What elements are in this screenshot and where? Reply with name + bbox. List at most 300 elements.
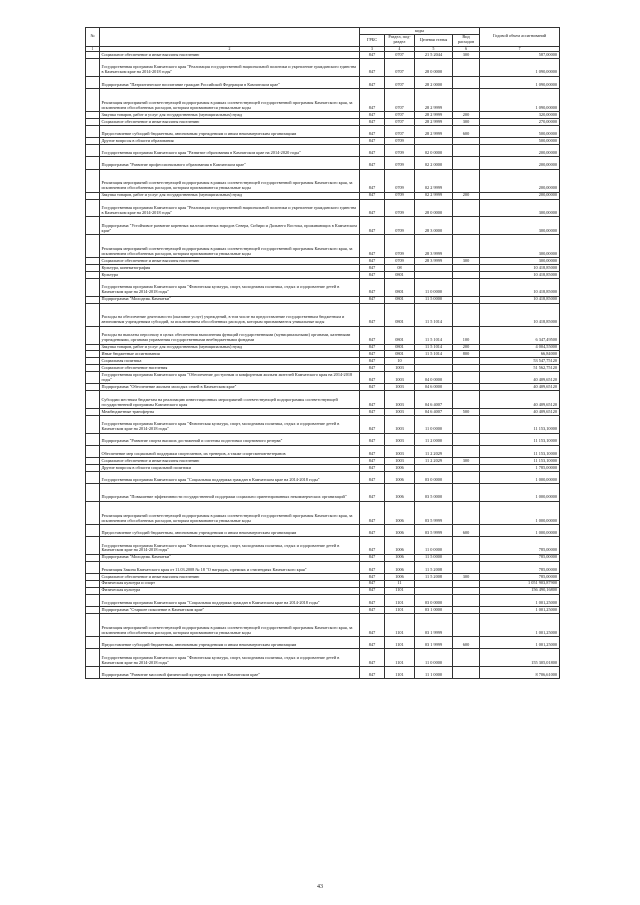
row-exptype: 300 bbox=[453, 458, 480, 465]
row-amount: 300,00000 bbox=[480, 258, 560, 265]
row-grbs: 847 bbox=[360, 351, 385, 358]
row-exptype bbox=[453, 613, 480, 636]
row-number bbox=[86, 365, 100, 372]
row-amount: 1 051 903,87900 bbox=[480, 580, 560, 587]
row-number bbox=[86, 409, 100, 416]
row-target: 11 0 0000 bbox=[415, 649, 453, 667]
row-amount: 500,00000 bbox=[480, 138, 560, 145]
row-amount: 53 547,75120 bbox=[480, 358, 560, 365]
row-number bbox=[86, 326, 100, 344]
row-target: 11 0 0000 bbox=[415, 537, 453, 555]
row-number bbox=[86, 391, 100, 409]
row-grbs: 847 bbox=[360, 59, 385, 77]
row-target: 28 2 9999 bbox=[415, 88, 453, 111]
table-row bbox=[86, 365, 560, 372]
row-name: Социальное обеспечение населения bbox=[100, 365, 360, 372]
row-amount: 1 001,25000 bbox=[480, 637, 560, 649]
row-exptype: 800 bbox=[453, 351, 480, 358]
row-section: 0707 bbox=[385, 88, 415, 111]
row-exptype bbox=[453, 501, 480, 524]
row-exptype bbox=[453, 217, 480, 235]
row-target: 28 0 0000 bbox=[415, 199, 453, 217]
row-exptype bbox=[453, 145, 480, 157]
row-amount: 66,84000 bbox=[480, 351, 560, 358]
header-amount: Годовой объем ассигнований bbox=[480, 28, 560, 47]
row-exptype bbox=[453, 76, 480, 88]
row-section: 1006 bbox=[385, 484, 415, 502]
table-row bbox=[86, 391, 560, 409]
row-target bbox=[415, 272, 453, 279]
row-exptype bbox=[453, 279, 480, 297]
row-target: 28 3 9999 bbox=[415, 235, 453, 258]
row-grbs: 847 bbox=[360, 52, 385, 59]
row-name: Государственная программа Камчатского края "Реализация государственной национальной политики и укрепление гражданского единства в Камчатском крае на 2014-2018 годы" bbox=[100, 199, 360, 217]
row-grbs: 847 bbox=[360, 391, 385, 409]
row-amount: 11 153,10000 bbox=[480, 445, 560, 457]
row-amount: 200,00000 bbox=[480, 145, 560, 157]
row-target: 03 5 9999 bbox=[415, 525, 453, 537]
row-name: Культура bbox=[100, 272, 360, 279]
row-amount: 11 153,10000 bbox=[480, 433, 560, 445]
row-name: Подпрограмма "Молодежь Камчатки" bbox=[100, 554, 360, 561]
row-name: Реализация мероприятий соответствующей подпрограммы в рамках соответствующей государственной программы Камчатского края, за исключением обособленных расходов, которым присваиваются уникальные коды bbox=[100, 613, 360, 636]
row-grbs: 847 bbox=[360, 365, 385, 372]
table-row bbox=[86, 59, 560, 77]
row-amount: 10 418,85000 bbox=[480, 296, 560, 303]
table-row bbox=[86, 561, 560, 573]
table-row bbox=[86, 112, 560, 119]
table-row bbox=[86, 296, 560, 303]
row-number bbox=[86, 471, 100, 483]
row-section: 0709 bbox=[385, 157, 415, 169]
row-name: Реализация мероприятий соответствующей подпрограммы в рамках соответствующей государственной программы Камчатского края, за исключением обособленных расходов, которым присваиваются уникальные коды bbox=[100, 501, 360, 524]
row-number bbox=[86, 199, 100, 217]
row-target: 11 5 0000 bbox=[415, 554, 453, 561]
row-section: 1101 bbox=[385, 607, 415, 614]
row-section: 0801 bbox=[385, 351, 415, 358]
row-amount: 155 305,01800 bbox=[480, 649, 560, 667]
header-row-1 bbox=[86, 28, 560, 35]
row-section: 0801 bbox=[385, 344, 415, 351]
row-target: 02 2 9999 bbox=[415, 192, 453, 199]
row-name: Социальное обеспечение и иные выплаты населению bbox=[100, 458, 360, 465]
row-section: 0707 bbox=[385, 119, 415, 126]
row-number bbox=[86, 458, 100, 465]
row-number bbox=[86, 667, 100, 679]
row-target: 11 1 0000 bbox=[415, 667, 453, 679]
row-name: Расходы на выплаты персоналу в целях обеспечения выполнения функций государственными (муниципальными) органами, казенными учреждениями, органами управления государственными внебюджетными фондами bbox=[100, 326, 360, 344]
row-section: 1003 bbox=[385, 416, 415, 434]
row-exptype: 600 bbox=[453, 637, 480, 649]
row-amount: 156 490,16800 bbox=[480, 587, 560, 594]
row-grbs: 847 bbox=[360, 525, 385, 537]
row-exptype bbox=[453, 587, 480, 594]
row-number bbox=[86, 580, 100, 587]
row-section: 0801 bbox=[385, 279, 415, 297]
table-row bbox=[86, 537, 560, 555]
row-exptype bbox=[453, 471, 480, 483]
row-exptype bbox=[453, 88, 480, 111]
row-grbs: 847 bbox=[360, 607, 385, 614]
row-amount: 1 000,00000 bbox=[480, 501, 560, 524]
row-exptype bbox=[453, 391, 480, 409]
row-target: 03 5 0000 bbox=[415, 484, 453, 502]
row-target bbox=[415, 465, 453, 472]
row-number bbox=[86, 157, 100, 169]
row-exptype bbox=[453, 561, 480, 573]
row-number bbox=[86, 272, 100, 279]
row-name: Государственная программа Камчатского края "Физическая культура, спорт, молодежная политика, отдых и оздоровление детей в Камчатском крае на 2014-2018 годы" bbox=[100, 537, 360, 555]
column-number: 2 bbox=[100, 46, 360, 51]
row-number bbox=[86, 88, 100, 111]
row-exptype bbox=[453, 484, 480, 502]
row-exptype bbox=[453, 465, 480, 472]
row-number bbox=[86, 145, 100, 157]
row-name: Социальное обеспечение и иные выплаты населению bbox=[100, 52, 360, 59]
row-grbs: 847 bbox=[360, 272, 385, 279]
table-row bbox=[86, 76, 560, 88]
row-grbs: 847 bbox=[360, 484, 385, 502]
row-number bbox=[86, 112, 100, 119]
row-number bbox=[86, 607, 100, 614]
row-section: 0801 bbox=[385, 326, 415, 344]
row-target: 11 5 2008 bbox=[415, 561, 453, 573]
table-row bbox=[86, 217, 560, 235]
row-name: Социальное обеспечение и иные выплаты населению bbox=[100, 574, 360, 581]
row-target: 21 5 2044 bbox=[415, 52, 453, 59]
row-name: Реализация мероприятий соответствующей подпрограммы в рамках соответствующей государственной программы Камчатского края, за исключением обособленных расходов, которым присваиваются уникальные коды bbox=[100, 88, 360, 111]
row-amount: 1 090,00000 bbox=[480, 59, 560, 77]
row-grbs: 847 bbox=[360, 344, 385, 351]
table-row bbox=[86, 613, 560, 636]
header-section: Раздел, под- раздел bbox=[385, 34, 415, 46]
row-amount: 200,00000 bbox=[480, 169, 560, 192]
table-row bbox=[86, 433, 560, 445]
row-section: 1003 bbox=[385, 384, 415, 391]
row-grbs: 847 bbox=[360, 471, 385, 483]
row-section: 11 bbox=[385, 580, 415, 587]
row-target: 04 0 0000 bbox=[415, 372, 453, 384]
row-section: 1006 bbox=[385, 537, 415, 555]
row-target: 11 0 0000 bbox=[415, 416, 453, 434]
row-name: Подпрограмма "Повышение эффективности государственной поддержки социально ориентированных некоммерческих организаций" bbox=[100, 484, 360, 502]
row-number bbox=[86, 358, 100, 365]
row-section: 1006 bbox=[385, 574, 415, 581]
row-grbs: 847 bbox=[360, 303, 385, 326]
row-amount: 500,00000 bbox=[480, 126, 560, 138]
row-name: Государственная программа Камчатского края "Социальная поддержка граждан в Камчатском крае на 2014-2018 годы" bbox=[100, 471, 360, 483]
row-target: 11 2 2029 bbox=[415, 458, 453, 465]
row-number bbox=[86, 613, 100, 636]
row-grbs: 847 bbox=[360, 265, 385, 272]
row-name: Государственная программа Камчатского края "Физическая культура, спорт, молодежная политика, отдых и оздоровление детей в Камчатском крае на 2014-2018 годы" bbox=[100, 416, 360, 434]
row-number bbox=[86, 169, 100, 192]
row-grbs: 847 bbox=[360, 235, 385, 258]
row-exptype: 200 bbox=[453, 112, 480, 119]
row-name: Государственная программа Камчатского края "Социальная поддержка граждан в Камчатском крае на 2014-2018 годы" bbox=[100, 594, 360, 606]
row-grbs: 847 bbox=[360, 145, 385, 157]
table-row bbox=[86, 574, 560, 581]
row-number bbox=[86, 501, 100, 524]
row-number bbox=[86, 76, 100, 88]
table-row bbox=[86, 667, 560, 679]
row-amount: 1 001,25000 bbox=[480, 607, 560, 614]
row-number bbox=[86, 525, 100, 537]
row-name: Подпрограмма "Устойчивое развитие коренных малочисленных народов Севера, Сибири и Дальнего Востока, проживающих в Камчатском крае" bbox=[100, 217, 360, 235]
row-section: 0707 bbox=[385, 59, 415, 77]
row-name: Государственная программа Камчатского края "Развитие образования в Камчатском крае на 2014-2020 годы" bbox=[100, 145, 360, 157]
row-name: Подпрограмма "Обеспечение жильем молодых семей в Камчатском крае" bbox=[100, 384, 360, 391]
row-name: Иные бюджетные ассигнования bbox=[100, 351, 360, 358]
row-amount: 8 706,61000 bbox=[480, 667, 560, 679]
row-section: 08 bbox=[385, 265, 415, 272]
row-name: Предоставление субсидий бюджетным, автономным учреждениям и иным некоммерческим организациям bbox=[100, 126, 360, 138]
row-target: 11 5 2008 bbox=[415, 574, 453, 581]
row-name: Подпрограмма "Молодежь Камчатки" bbox=[100, 296, 360, 303]
row-name: Подпрограмма "Старшее поколение в Камчатском крае" bbox=[100, 607, 360, 614]
row-number bbox=[86, 126, 100, 138]
header-codes: коды bbox=[360, 28, 480, 35]
row-name: Государственная программа Камчатского края "Обеспечение доступным и комфортным жильем жителей Камчатского края на 2014-2018 годы" bbox=[100, 372, 360, 384]
row-exptype bbox=[453, 199, 480, 217]
row-target: 11 2 0000 bbox=[415, 433, 453, 445]
table-row bbox=[86, 199, 560, 217]
column-number: 3 bbox=[360, 46, 385, 51]
row-section: 0801 bbox=[385, 296, 415, 303]
row-section: 0709 bbox=[385, 145, 415, 157]
row-grbs: 847 bbox=[360, 649, 385, 667]
row-amount: 11 153,10000 bbox=[480, 458, 560, 465]
row-exptype bbox=[453, 594, 480, 606]
row-section: 1101 bbox=[385, 587, 415, 594]
row-number bbox=[86, 594, 100, 606]
table-row bbox=[86, 554, 560, 561]
row-number bbox=[86, 561, 100, 573]
table-row bbox=[86, 126, 560, 138]
row-grbs: 847 bbox=[360, 119, 385, 126]
row-name: Обеспечение мер социальной поддержки спортсменов, их тренеров, а также спортсменов-ветеранов bbox=[100, 445, 360, 457]
budget-table bbox=[85, 27, 560, 679]
row-name: Физическая культура bbox=[100, 587, 360, 594]
row-grbs: 847 bbox=[360, 326, 385, 344]
table-row bbox=[86, 471, 560, 483]
row-grbs: 847 bbox=[360, 574, 385, 581]
row-section: 0707 bbox=[385, 112, 415, 119]
row-target: 04 6 4007 bbox=[415, 391, 453, 409]
table-row bbox=[86, 138, 560, 145]
column-number: 4 bbox=[385, 46, 415, 51]
row-name: Предоставление субсидий бюджетным, автономным учреждениям и иным некоммерческим организациям bbox=[100, 525, 360, 537]
row-section: 0709 bbox=[385, 217, 415, 235]
row-number bbox=[86, 637, 100, 649]
row-grbs: 847 bbox=[360, 416, 385, 434]
table-row bbox=[86, 458, 560, 465]
row-grbs: 847 bbox=[360, 580, 385, 587]
row-section: 0707 bbox=[385, 52, 415, 59]
table-row bbox=[86, 637, 560, 649]
row-number bbox=[86, 554, 100, 561]
row-section: 1101 bbox=[385, 667, 415, 679]
table-row bbox=[86, 649, 560, 667]
row-section: 10 bbox=[385, 358, 415, 365]
row-section: 1101 bbox=[385, 637, 415, 649]
row-number bbox=[86, 649, 100, 667]
table-row bbox=[86, 192, 560, 199]
row-exptype: 100 bbox=[453, 326, 480, 344]
row-name: Государственная программа Камчатского края "Реализация государственной национальной политики и укрепление гражданского единства в Камчатском крае на 2014-2018 годы" bbox=[100, 59, 360, 77]
row-exptype bbox=[453, 384, 480, 391]
row-target: 03 1 9999 bbox=[415, 613, 453, 636]
table-row bbox=[86, 465, 560, 472]
row-exptype: 300 bbox=[453, 574, 480, 581]
row-name: Закупка товаров, работ и услуг для государственных (муниципальных) нужд bbox=[100, 344, 360, 351]
row-amount: 320,00000 bbox=[480, 112, 560, 119]
table-row bbox=[86, 119, 560, 126]
row-grbs: 847 bbox=[360, 613, 385, 636]
row-exptype bbox=[453, 59, 480, 77]
table-row bbox=[86, 607, 560, 614]
row-amount: 1 001,25000 bbox=[480, 613, 560, 636]
row-exptype: 500 bbox=[453, 409, 480, 416]
table-row bbox=[86, 145, 560, 157]
row-section: 1003 bbox=[385, 391, 415, 409]
row-target: 28 2 9999 bbox=[415, 126, 453, 138]
row-amount: 10 418,85000 bbox=[480, 279, 560, 297]
table-row bbox=[86, 258, 560, 265]
row-number bbox=[86, 384, 100, 391]
row-grbs: 847 bbox=[360, 465, 385, 472]
row-name: Закупка товаров, работ и услуг для государственных (муниципальных) нужд bbox=[100, 112, 360, 119]
table-row bbox=[86, 303, 560, 326]
row-exptype: 300 bbox=[453, 258, 480, 265]
column-number: 1 bbox=[86, 46, 100, 51]
row-section: 1003 bbox=[385, 445, 415, 457]
row-number bbox=[86, 265, 100, 272]
table-row bbox=[86, 384, 560, 391]
row-number bbox=[86, 416, 100, 434]
header-name bbox=[100, 28, 360, 47]
row-grbs: 847 bbox=[360, 112, 385, 119]
row-number bbox=[86, 574, 100, 581]
row-section: 1006 bbox=[385, 471, 415, 483]
row-exptype bbox=[453, 265, 480, 272]
row-number bbox=[86, 235, 100, 258]
row-section: 1006 bbox=[385, 525, 415, 537]
row-target: 28 3 0000 bbox=[415, 217, 453, 235]
row-number bbox=[86, 192, 100, 199]
row-section: 1006 bbox=[385, 561, 415, 573]
row-exptype bbox=[453, 554, 480, 561]
row-exptype: 300 bbox=[453, 52, 480, 59]
row-target bbox=[415, 265, 453, 272]
row-amount: 51 562,75120 bbox=[480, 365, 560, 372]
row-grbs: 847 bbox=[360, 217, 385, 235]
row-grbs: 847 bbox=[360, 372, 385, 384]
row-amount: 1 090,00000 bbox=[480, 88, 560, 111]
row-grbs: 847 bbox=[360, 126, 385, 138]
row-section: 1101 bbox=[385, 613, 415, 636]
row-target: 03 1 0000 bbox=[415, 607, 453, 614]
row-number bbox=[86, 587, 100, 594]
row-name: Социальное обеспечение и иные выплаты населению bbox=[100, 258, 360, 265]
row-section: 1101 bbox=[385, 649, 415, 667]
row-amount: 1 000,00000 bbox=[480, 471, 560, 483]
table-row bbox=[86, 580, 560, 587]
row-grbs: 847 bbox=[360, 76, 385, 88]
row-name: Реализация Закона Камчатского края от 11.03.2008 № 18 "О наградах, премиях и стипендиях Камчатского края" bbox=[100, 561, 360, 573]
row-exptype bbox=[453, 296, 480, 303]
row-exptype bbox=[453, 667, 480, 679]
table-row bbox=[86, 157, 560, 169]
row-amount: 300,00000 bbox=[480, 217, 560, 235]
row-target: 11 5 1014 bbox=[415, 351, 453, 358]
row-name: Другие вопросы в области образования bbox=[100, 138, 360, 145]
table-row bbox=[86, 372, 560, 384]
row-exptype: 600 bbox=[453, 525, 480, 537]
row-exptype bbox=[453, 580, 480, 587]
row-number bbox=[86, 59, 100, 77]
row-exptype bbox=[453, 649, 480, 667]
row-amount: 785,00000 bbox=[480, 574, 560, 581]
row-amount: 10 418,85000 bbox=[480, 265, 560, 272]
row-grbs: 847 bbox=[360, 501, 385, 524]
row-grbs: 847 bbox=[360, 667, 385, 679]
row-amount: 40 409,65120 bbox=[480, 384, 560, 391]
header-exptype: Вид расходов bbox=[453, 34, 480, 46]
row-amount: 1 785,00000 bbox=[480, 465, 560, 472]
row-exptype bbox=[453, 157, 480, 169]
table-row bbox=[86, 587, 560, 594]
row-name: Подпрограмма "Развитие массовой физической культуры и спорта в Камчатском крае" bbox=[100, 667, 360, 679]
row-amount: 10 418,85000 bbox=[480, 303, 560, 326]
table-row bbox=[86, 88, 560, 111]
column-number: 6 bbox=[453, 46, 480, 51]
row-section: 0709 bbox=[385, 258, 415, 265]
row-amount: 270,00000 bbox=[480, 119, 560, 126]
row-section: 1003 bbox=[385, 433, 415, 445]
table-row bbox=[86, 344, 560, 351]
row-target: 04 6 0000 bbox=[415, 384, 453, 391]
row-exptype bbox=[453, 303, 480, 326]
row-grbs: 847 bbox=[360, 88, 385, 111]
row-target: 11 5 1014 bbox=[415, 344, 453, 351]
row-name: Социальная политика bbox=[100, 358, 360, 365]
table-row bbox=[86, 445, 560, 457]
row-grbs: 847 bbox=[360, 157, 385, 169]
table-row bbox=[86, 169, 560, 192]
row-name: Подпрограмма "Патриотическое воспитание граждан Российской Федерации в Камчатском крае" bbox=[100, 76, 360, 88]
row-number bbox=[86, 296, 100, 303]
row-amount: 300,00000 bbox=[480, 199, 560, 217]
row-section: 0707 bbox=[385, 126, 415, 138]
row-name: Государственная программа Камчатского края "Физическая культура, спорт, молодежная политика, отдых и оздоровление детей в Камчатском крае на 2014-2018 годы" bbox=[100, 649, 360, 667]
row-number bbox=[86, 484, 100, 502]
row-amount: 785,00000 bbox=[480, 561, 560, 573]
table-row bbox=[86, 594, 560, 606]
table-row bbox=[86, 272, 560, 279]
row-grbs: 847 bbox=[360, 192, 385, 199]
row-amount: 1 090,00000 bbox=[480, 76, 560, 88]
row-name: Реализация мероприятий соответствующей подпрограммы в рамках соответствующей государственной программы Камчатского края, за исключением обособленных расходов, которым присваиваются уникальные коды bbox=[100, 235, 360, 258]
row-grbs: 847 bbox=[360, 358, 385, 365]
row-name: Предоставление субсидий бюджетным, автономным учреждениям и иным некоммерческим организациям bbox=[100, 637, 360, 649]
row-section: 0709 bbox=[385, 192, 415, 199]
row-target bbox=[415, 580, 453, 587]
row-amount: 1 001,25000 bbox=[480, 594, 560, 606]
row-section: 0709 bbox=[385, 199, 415, 217]
row-section: 1003 bbox=[385, 365, 415, 372]
row-amount: 11 153,10000 bbox=[480, 416, 560, 434]
